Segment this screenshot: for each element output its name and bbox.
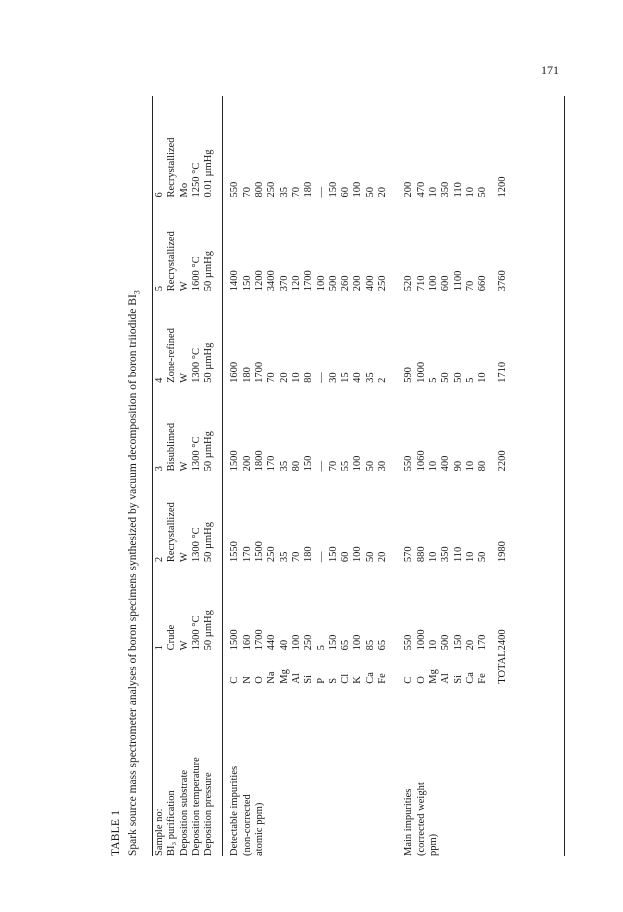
value-cell: 400 bbox=[364, 275, 376, 292]
value-cell: 800 bbox=[254, 181, 266, 198]
section-label: Detectable impurities bbox=[229, 765, 241, 856]
detectable-section bbox=[229, 96, 403, 856]
header-cell: 5 bbox=[154, 285, 165, 292]
element-symbol: Fe bbox=[477, 673, 489, 684]
value-cell: 500 bbox=[327, 275, 339, 292]
value-cell: 660 bbox=[477, 275, 489, 292]
value-cell: 5 bbox=[464, 377, 476, 383]
value-cell: 100 bbox=[352, 634, 364, 651]
section-label: ppm) bbox=[427, 833, 439, 856]
element-symbol: O bbox=[415, 676, 427, 684]
value-cell: 70 bbox=[327, 460, 339, 472]
table-row bbox=[303, 96, 315, 856]
table-row bbox=[365, 96, 377, 856]
value-cell: 570 bbox=[403, 546, 415, 563]
value-cell: 35 bbox=[278, 460, 290, 472]
table-row bbox=[254, 96, 266, 856]
element-symbol: Mg bbox=[427, 669, 439, 684]
total-row bbox=[497, 96, 509, 856]
value-cell: 110 bbox=[452, 546, 464, 563]
element-symbol: P bbox=[315, 677, 327, 684]
header-cell: 2 bbox=[154, 556, 165, 563]
table-row bbox=[477, 96, 489, 856]
element-symbol: Si bbox=[303, 674, 315, 684]
section-label bbox=[352, 684, 364, 856]
value-cell: 10 bbox=[464, 460, 476, 472]
value-cell: 80 bbox=[303, 372, 315, 383]
value-cell: 40 bbox=[278, 639, 290, 651]
header-label: Deposition substrate bbox=[178, 769, 190, 856]
value-cell: 200 bbox=[352, 275, 364, 292]
value-cell: 10 bbox=[290, 372, 302, 383]
table-row bbox=[266, 96, 278, 856]
value-cell: 600 bbox=[440, 275, 452, 292]
value-cell: 1400 bbox=[229, 270, 241, 292]
header-cell: Recrystallized bbox=[166, 231, 178, 292]
value-cell: 170 bbox=[241, 546, 253, 563]
header-cell: 1300 °C bbox=[190, 348, 202, 383]
value-cell: 590 bbox=[403, 367, 415, 383]
total-value: 1200 bbox=[497, 176, 509, 198]
value-cell: 70 bbox=[464, 280, 476, 292]
header-cell: 1300 °C bbox=[190, 527, 202, 563]
section-label bbox=[477, 684, 489, 856]
section-label: atomic ppm) bbox=[254, 802, 266, 856]
value-cell: 30 bbox=[377, 460, 389, 472]
value-cell: 250 bbox=[266, 546, 278, 563]
header-cell: 50 µmHg bbox=[203, 251, 215, 292]
value-cell: 10 bbox=[477, 372, 489, 383]
value-cell: 1100 bbox=[452, 270, 464, 292]
total-value: 2200 bbox=[497, 450, 509, 472]
value-cell: 3400 bbox=[266, 270, 278, 292]
header-row bbox=[166, 96, 178, 856]
table-title-subscript: 3 bbox=[132, 290, 142, 295]
header-cell: Zone-refined bbox=[166, 328, 178, 383]
header-cell: 1300 °C bbox=[190, 615, 202, 651]
table-row bbox=[229, 96, 241, 856]
value-cell: 470 bbox=[415, 181, 427, 198]
value-cell: 1550 bbox=[229, 541, 241, 563]
header-label: Deposition temperature bbox=[190, 757, 202, 856]
value-cell: 5 bbox=[315, 645, 327, 651]
value-cell: 100 bbox=[352, 546, 364, 563]
element-symbol: C bbox=[403, 676, 415, 684]
main-section bbox=[403, 96, 509, 856]
section-label bbox=[453, 684, 465, 856]
value-cell: 50 bbox=[364, 551, 376, 563]
value-cell: 1700 bbox=[303, 270, 315, 292]
header-cell: W bbox=[178, 640, 190, 651]
element-symbol: N bbox=[241, 676, 253, 684]
section-label bbox=[303, 684, 315, 856]
value-cell: 10 bbox=[427, 460, 439, 472]
value-cell: 100 bbox=[315, 275, 327, 292]
value-cell: 40 bbox=[352, 372, 364, 383]
header-cell: W bbox=[178, 372, 190, 383]
value-cell: 5 bbox=[427, 377, 439, 383]
value-cell: 520 bbox=[403, 275, 415, 292]
element-symbol: Fe bbox=[377, 673, 389, 684]
value-cell: 50 bbox=[364, 187, 376, 198]
total-value: 1980 bbox=[497, 541, 509, 563]
value-cell: 70 bbox=[266, 372, 278, 383]
table-row bbox=[242, 96, 254, 856]
header-cell: Bisublimed bbox=[166, 422, 178, 472]
header-blank bbox=[166, 650, 178, 683]
value-cell: — bbox=[315, 460, 327, 472]
element-symbol: Al bbox=[440, 673, 452, 684]
header-cell: Mo bbox=[178, 182, 190, 198]
value-cell: 500 bbox=[440, 634, 452, 651]
total-value: 1710 bbox=[497, 361, 509, 383]
value-cell: 200 bbox=[403, 181, 415, 198]
element-symbol: Na bbox=[266, 671, 278, 684]
value-cell: 180 bbox=[303, 181, 315, 198]
value-cell: 260 bbox=[340, 275, 352, 292]
table-label: TABLE 1 bbox=[110, 809, 122, 856]
header-blank bbox=[203, 650, 215, 683]
value-cell: 35 bbox=[364, 372, 376, 383]
value-cell: 50 bbox=[452, 372, 464, 383]
table-row bbox=[403, 96, 415, 856]
element-symbol: O bbox=[254, 676, 266, 684]
value-cell: 30 bbox=[327, 372, 339, 383]
value-cell: 120 bbox=[290, 275, 302, 292]
section-label bbox=[266, 684, 278, 856]
top-rule bbox=[152, 96, 153, 856]
table-row bbox=[453, 96, 465, 856]
value-cell: 10 bbox=[427, 551, 439, 563]
value-cell: 1500 bbox=[229, 629, 241, 651]
section-label bbox=[279, 684, 291, 856]
header-cell: Recrystallized bbox=[166, 502, 178, 563]
header-cell: Recrystallized bbox=[166, 137, 178, 198]
value-cell: 150 bbox=[241, 275, 253, 292]
value-cell: 1500 bbox=[254, 541, 266, 563]
header-cell: 1300 °C bbox=[190, 436, 202, 472]
element-symbol: Si bbox=[452, 674, 464, 684]
section-label: (non-corrected bbox=[241, 794, 253, 856]
bottom-rule bbox=[564, 96, 565, 856]
section-label: Main impurities bbox=[403, 788, 415, 856]
element-symbol: Ca bbox=[364, 672, 376, 684]
value-cell: 70 bbox=[290, 551, 302, 563]
header-cell: 6 bbox=[154, 192, 165, 198]
value-cell: 70 bbox=[241, 187, 253, 198]
header-blank bbox=[191, 650, 203, 683]
header-cell: 50 µmHg bbox=[203, 521, 215, 563]
value-cell: 250 bbox=[266, 181, 278, 198]
value-cell: 550 bbox=[229, 181, 241, 198]
header-blank bbox=[154, 650, 166, 683]
value-cell: 370 bbox=[278, 275, 290, 292]
value-cell: 400 bbox=[440, 455, 452, 472]
element-symbol: Cl bbox=[340, 673, 352, 684]
page-number: 171 bbox=[541, 63, 559, 77]
spacer-cell bbox=[389, 96, 403, 856]
rotated-table-container bbox=[110, 96, 565, 856]
value-cell: 50 bbox=[477, 187, 489, 198]
element-symbol: C bbox=[229, 676, 241, 684]
value-cell: 150 bbox=[327, 546, 339, 563]
value-cell: 880 bbox=[415, 546, 427, 563]
value-cell: 50 bbox=[440, 372, 452, 383]
value-cell: 200 bbox=[241, 455, 253, 472]
total-value: 2400 bbox=[497, 629, 509, 651]
value-cell: 150 bbox=[452, 634, 464, 651]
value-cell: 80 bbox=[290, 460, 302, 472]
spacer-cell bbox=[489, 96, 497, 856]
value-cell: 50 bbox=[364, 460, 376, 472]
header-cell: 0.01 µmHg bbox=[203, 149, 215, 198]
header-cell: W bbox=[178, 281, 190, 292]
value-cell: 1000 bbox=[415, 629, 427, 651]
table-row bbox=[440, 96, 452, 856]
table-row bbox=[340, 96, 352, 856]
value-cell: 1600 bbox=[229, 361, 241, 383]
element-symbol: Al bbox=[290, 673, 302, 684]
table-title-text: Spark source mass spectrometer analyses of boron specimens synthesized by vacuum decomposition of boron triiodide BI bbox=[127, 294, 139, 856]
value-cell: 10 bbox=[464, 187, 476, 198]
value-cell: 100 bbox=[352, 181, 364, 198]
header-section bbox=[154, 96, 229, 856]
value-cell: 10 bbox=[427, 187, 439, 198]
value-cell: 35 bbox=[278, 551, 290, 563]
value-cell: 85 bbox=[364, 639, 376, 651]
spacer-row bbox=[215, 96, 229, 856]
header-row bbox=[191, 96, 203, 856]
value-cell: 710 bbox=[415, 275, 427, 292]
value-cell: 100 bbox=[290, 634, 302, 651]
value-cell: 50 bbox=[477, 551, 489, 563]
section-label bbox=[291, 684, 303, 856]
value-cell: 1700 bbox=[254, 629, 266, 651]
section-label: (corrected weight bbox=[415, 782, 427, 856]
value-cell: 20 bbox=[377, 187, 389, 198]
header-cell: 1250 °C bbox=[190, 162, 202, 198]
header-blank bbox=[179, 650, 191, 683]
header-cell: 1600 °C bbox=[190, 256, 202, 292]
value-cell: 15 bbox=[340, 372, 352, 383]
value-cell: 440 bbox=[266, 634, 278, 651]
value-cell: 1200 bbox=[254, 270, 266, 292]
value-cell: 20 bbox=[377, 551, 389, 563]
header-cell: 3 bbox=[154, 466, 165, 472]
section-label bbox=[316, 684, 328, 856]
value-cell: 65 bbox=[340, 639, 352, 651]
element-symbol: K bbox=[352, 676, 364, 684]
value-cell: 180 bbox=[241, 367, 253, 383]
table-row bbox=[352, 96, 364, 856]
value-cell: 150 bbox=[327, 634, 339, 651]
header-row bbox=[179, 96, 191, 856]
header-row bbox=[203, 96, 215, 856]
element-symbol: Mg bbox=[278, 669, 290, 684]
value-cell: 250 bbox=[303, 634, 315, 651]
value-cell: 1060 bbox=[415, 450, 427, 472]
value-cell: 350 bbox=[440, 181, 452, 198]
section-label bbox=[465, 684, 477, 856]
total-blank bbox=[497, 684, 509, 856]
value-cell: — bbox=[315, 551, 327, 563]
value-cell: 60 bbox=[340, 551, 352, 563]
header-row bbox=[154, 96, 166, 856]
header-cell: 50 µmHg bbox=[203, 431, 215, 472]
value-cell: 110 bbox=[452, 182, 464, 198]
table-row bbox=[279, 96, 291, 856]
section-label bbox=[365, 684, 377, 856]
value-cell: 150 bbox=[327, 181, 339, 198]
table-row bbox=[416, 96, 428, 856]
element-symbol: Ca bbox=[464, 672, 476, 684]
header-cell: 1 bbox=[154, 645, 165, 651]
value-cell: 55 bbox=[340, 460, 352, 472]
value-cell: 2 bbox=[377, 377, 389, 383]
value-cell: 90 bbox=[452, 460, 464, 472]
header-label: BI₃ purification bbox=[166, 790, 178, 856]
header-cell: Crude bbox=[166, 624, 178, 651]
header-label: Deposition pressure bbox=[203, 772, 215, 856]
value-cell: 20 bbox=[464, 639, 476, 651]
value-cell: 170 bbox=[266, 455, 278, 472]
section-label bbox=[440, 684, 452, 856]
value-cell: 65 bbox=[377, 639, 389, 651]
total-value: 3760 bbox=[497, 270, 509, 292]
table-row bbox=[465, 96, 477, 856]
value-cell: 1800 bbox=[254, 450, 266, 472]
value-cell: 1000 bbox=[415, 361, 427, 383]
value-cell: 35 bbox=[278, 187, 290, 198]
spacer-row bbox=[389, 96, 403, 856]
spacer-cell bbox=[215, 96, 229, 856]
header-cell: W bbox=[178, 552, 190, 563]
header-label: Sample no: bbox=[154, 808, 165, 856]
value-cell: 350 bbox=[440, 546, 452, 563]
value-cell: 70 bbox=[290, 187, 302, 198]
header-cell: 50 µmHg bbox=[203, 610, 215, 651]
section-label bbox=[328, 684, 340, 856]
value-cell: 100 bbox=[352, 455, 364, 472]
value-cell: — bbox=[315, 372, 327, 383]
header-cell: 4 bbox=[154, 377, 165, 383]
header-cell: 50 µmHg bbox=[203, 342, 215, 383]
value-cell: — bbox=[315, 187, 327, 198]
header-cell: W bbox=[178, 461, 190, 472]
value-cell: 20 bbox=[278, 372, 290, 383]
section-label bbox=[377, 684, 389, 856]
value-cell: 250 bbox=[377, 275, 389, 292]
value-cell: 10 bbox=[427, 639, 439, 651]
table-title bbox=[127, 290, 141, 856]
value-cell: 10 bbox=[464, 551, 476, 563]
value-cell: 180 bbox=[303, 546, 315, 563]
value-cell: 1700 bbox=[254, 361, 266, 383]
impurity-table bbox=[154, 96, 510, 856]
value-cell: 160 bbox=[241, 634, 253, 651]
section-label bbox=[340, 684, 352, 856]
table-row bbox=[316, 96, 328, 856]
value-cell: 1500 bbox=[229, 450, 241, 472]
value-cell: 170 bbox=[477, 634, 489, 651]
value-cell: 80 bbox=[477, 460, 489, 472]
value-cell: 550 bbox=[403, 634, 415, 651]
element-symbol: S bbox=[327, 677, 339, 684]
value-cell: 150 bbox=[303, 455, 315, 472]
spacer-row bbox=[489, 96, 497, 856]
value-cell: 100 bbox=[427, 275, 439, 292]
table-row bbox=[428, 96, 440, 856]
table-row bbox=[291, 96, 303, 856]
value-cell: 60 bbox=[340, 187, 352, 198]
table-row bbox=[328, 96, 340, 856]
total-label: TOTAL bbox=[497, 650, 509, 684]
value-cell: 550 bbox=[403, 455, 415, 472]
table-row bbox=[377, 96, 389, 856]
